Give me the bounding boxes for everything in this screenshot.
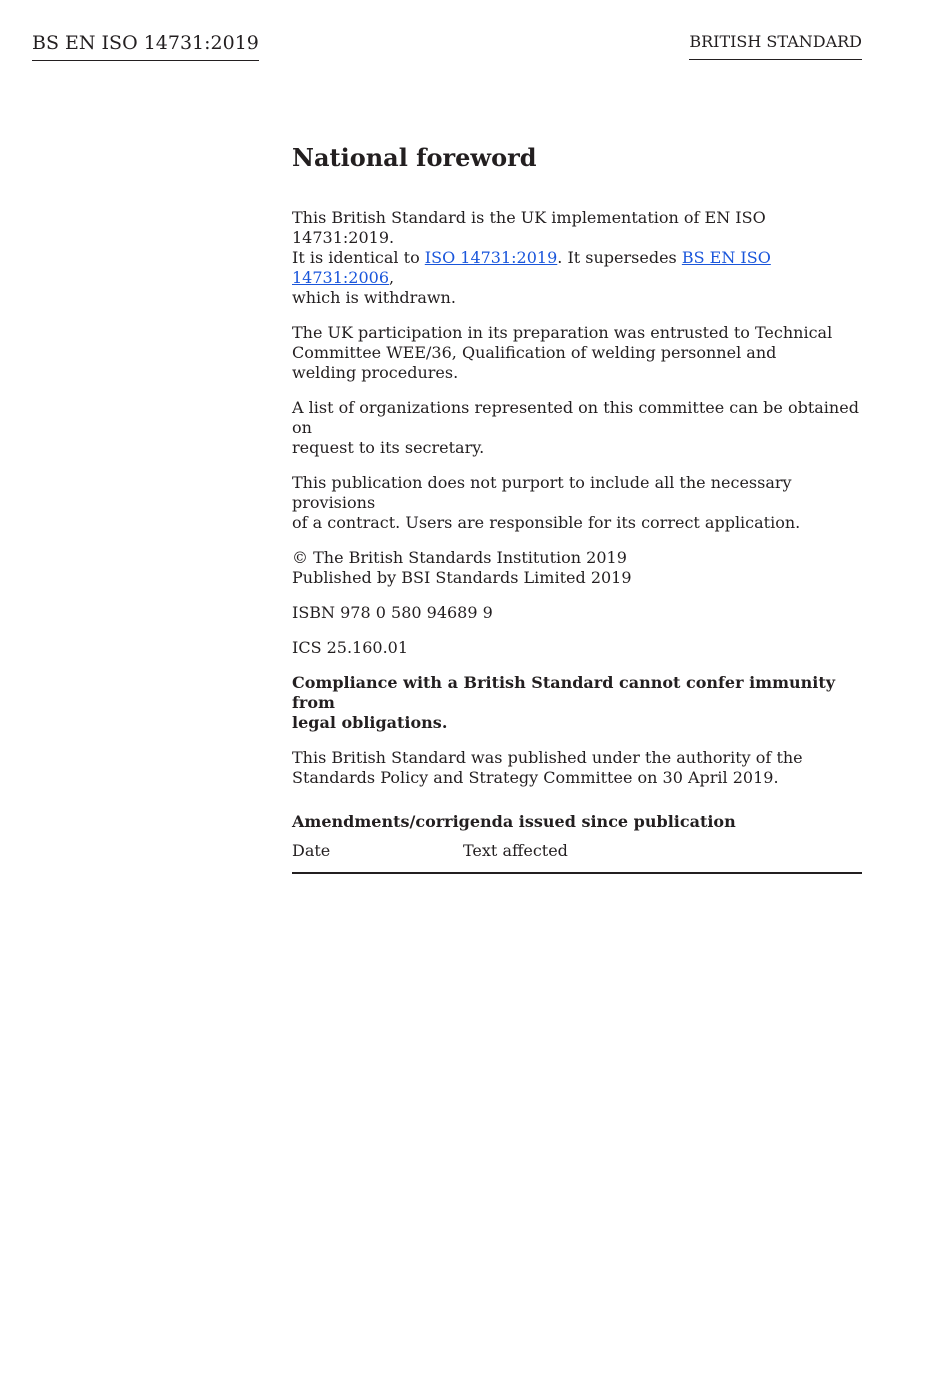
- amendments-title: Amendments/corrigenda issued since publication: [292, 812, 736, 831]
- provisions-line-2: of a contract. Users are responsible for its correct application.: [292, 513, 801, 532]
- copyright-line: © The British Standards Institution 2019: [292, 548, 627, 567]
- iso-standard-link[interactable]: ISO 14731:2019: [424, 248, 558, 267]
- comma-text: ,: [389, 268, 395, 287]
- identical-line: [292, 248, 862, 288]
- participation-paragraph: [292, 323, 862, 383]
- date-column-header: Date: [292, 841, 331, 860]
- organizations-line-1: A list of organizations represented on this committee can be obtained on: [292, 398, 859, 437]
- text-affected-column-header: Text affected: [463, 841, 568, 860]
- publisher-line: Published by BSI Standards Limited 2019: [292, 568, 632, 587]
- isbn-text: ISBN 978 0 580 94689 9: [292, 603, 493, 622]
- withdrawn-line: which is withdrawn.: [292, 288, 456, 307]
- copyright-paragraph: [292, 548, 862, 588]
- superseded-standard-link[interactable]: BS EN ISO 14731:2006: [292, 248, 771, 287]
- compliance-line-2: legal obligations.: [292, 713, 448, 732]
- organizations-line-2: request to its secretary.: [292, 438, 485, 457]
- header-category: BRITISH STANDARD: [689, 32, 862, 60]
- participation-line-3: welding procedures.: [292, 363, 459, 382]
- authority-paragraph: [292, 748, 862, 788]
- identical-text: It is identical to: [292, 248, 425, 267]
- compliance-line-1: Compliance with a British Standard cannot confer immunity from: [292, 673, 836, 712]
- page-title: National foreword: [292, 143, 537, 172]
- header-document-id: BS EN ISO 14731:2019: [32, 31, 259, 61]
- organizations-paragraph: [292, 398, 862, 458]
- compliance-paragraph: [292, 673, 862, 733]
- national-foreword-section: [292, 140, 862, 874]
- amendments-table-header: [292, 841, 862, 874]
- authority-line-2: Standards Policy and Strategy Committee on 30 April 2019.: [292, 768, 779, 787]
- supersedes-text: . It supersedes: [557, 248, 682, 267]
- implementation-paragraph: [292, 208, 862, 308]
- participation-line-2: Committee WEE/36, Qualification of welding personnel and: [292, 343, 777, 362]
- provisions-paragraph: [292, 473, 862, 533]
- implementation-line: This British Standard is the UK implementation of EN ISO 14731:2019.: [292, 208, 766, 247]
- ics-text: ICS 25.160.01: [292, 638, 409, 657]
- provisions-line-1: This publication does not purport to include all the necessary provisions: [292, 473, 792, 512]
- participation-line-1: The UK participation in its preparation was entrusted to Technical: [292, 323, 833, 342]
- authority-line-1: This British Standard was published under the authority of the: [292, 748, 803, 767]
